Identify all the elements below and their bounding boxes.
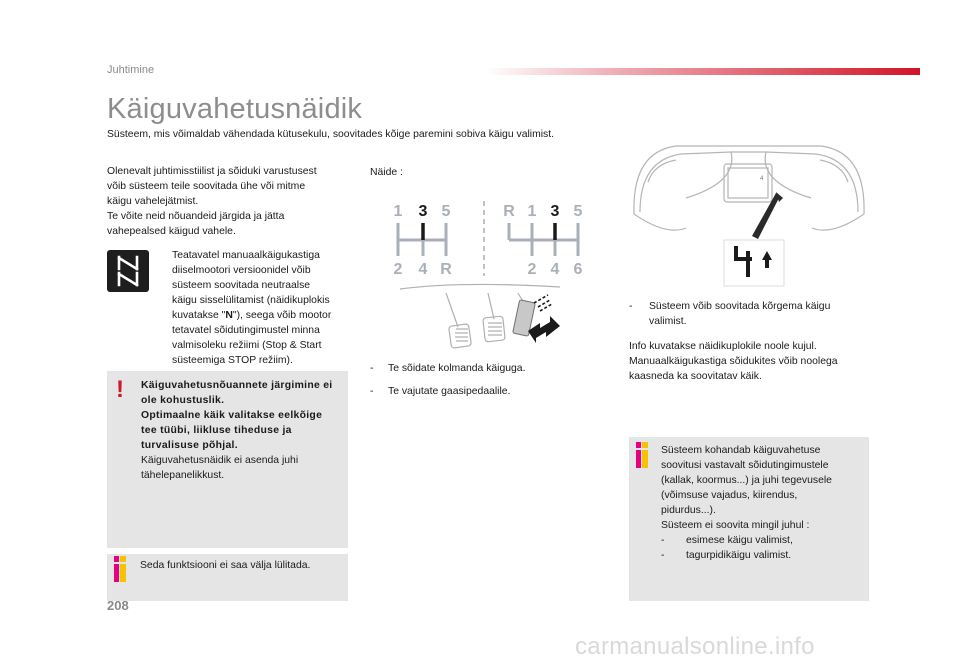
cluster-mini-gear: 4 — [760, 176, 764, 182]
example-label: Näide : — [370, 167, 403, 178]
intro-paragraph — [107, 164, 347, 239]
header-accent-bar — [485, 68, 920, 75]
page-subtitle: Süsteem, mis võimaldab vähendada kütusekulu, soovitades kõige paremini sobiva käigu valimist. — [107, 129, 555, 140]
bullet-text: Te sõidate kolmanda käiguga. — [388, 363, 526, 374]
intro-line: võib süsteem teile soovitada ühe või mitme — [107, 181, 306, 192]
info-text-left: Seda funktsiooni ei saa välja lülitada. — [140, 560, 311, 571]
neutral-line: süsteem soovitada neutraalse — [172, 280, 311, 291]
intro-line: vahepealsed käigud vahele. — [107, 226, 236, 237]
neutral-line: tetavatel sõidutingimustel minna — [172, 325, 320, 336]
intro-line: Te võite neid nõuandeid järgida ja jätta — [107, 211, 285, 222]
warning-bold-line: ole kohustuslik. — [141, 395, 225, 406]
exclamation-icon: ! — [116, 376, 124, 403]
list-item: - Süsteem võib soovitada kõrgema käigu valimist. — [629, 299, 869, 329]
info-line: Süsteem ei soovita mingil juhul : — [661, 520, 810, 531]
warning-bold-line: turvalisuse põhjal. — [141, 440, 238, 451]
neutral-note — [172, 248, 350, 368]
pedals-illustration — [400, 283, 560, 351]
watermark: carmanualsonline.info — [575, 633, 815, 660]
right-paragraph — [629, 339, 869, 384]
intro-line: käigu vahelejätmist. — [107, 196, 199, 207]
neutral-gear-icon — [107, 250, 149, 292]
bullet-text: Te vajutate gaasipedaalile. — [388, 386, 511, 397]
list-item: - Te vajutate gaasipedaalile. — [370, 386, 511, 397]
page-title: Käiguvahetusnäidik — [107, 93, 363, 125]
bullet-text: esimese käigu valimist, — [686, 535, 793, 546]
gear-label: R — [503, 203, 515, 220]
list-item: - esimese käigu valimist, — [661, 535, 793, 546]
list-item: - tagurpidikäigu valimist. — [661, 550, 792, 561]
info-line: soovitusi vastavalt sõidutingimustele — [661, 460, 829, 471]
gear-label: 5 — [573, 203, 583, 220]
info-icon — [114, 556, 132, 587]
info-line: (kallak, koormus...) ja juhi tegevusele — [661, 475, 832, 486]
info-line: pidurdus...). — [661, 505, 716, 516]
gearbox-diagram — [388, 196, 603, 281]
info-line: (võimsuse vajadus, kiirendus, — [661, 490, 798, 501]
neutral-line: diiselmootori versioonidel võib — [172, 265, 311, 276]
right-bullet — [629, 299, 869, 329]
gear-label: 1 — [393, 203, 403, 220]
para-line: Manuaalkäigukastiga sõidukites võib noolega — [629, 356, 838, 367]
gear-label: R — [440, 261, 452, 278]
page-number: 208 — [107, 598, 129, 613]
warning-text — [141, 378, 343, 483]
para-line: kaasneda ka soovitatav käik. — [629, 371, 762, 382]
gear-label: 2 — [393, 261, 403, 278]
example-bullets — [370, 361, 590, 407]
gear-label-active: 3 — [550, 203, 560, 220]
gear-label: 5 — [441, 203, 451, 220]
bullet-text: Süsteem võib soovitada kõrgema käigu — [649, 301, 831, 312]
info-line: Süsteem kohandab käiguvahetuse — [661, 445, 821, 456]
neutral-line: süsteemiga STOP režiim). — [172, 355, 293, 366]
info-icon — [636, 442, 654, 473]
gear-label-active: 3 — [418, 203, 428, 220]
warning-bold-line: tee tüübi, liikluse tiheduse ja — [141, 425, 292, 436]
section-label: Juhtimine — [107, 64, 155, 76]
gear-label: 4 — [550, 261, 560, 278]
para-line: Info kuvatakse näidikuplokile noole kujul. — [629, 341, 817, 352]
gear-label: 1 — [527, 203, 537, 220]
instrument-cluster-illustration — [626, 142, 871, 290]
neutral-text: "), seega võib mootor — [232, 310, 332, 321]
warning-line: Käiguvahetusnäidik ei asenda juhi — [141, 455, 299, 466]
list-item: - Te sõidate kolmanda käiguga. — [370, 363, 526, 374]
neutral-line: valmisoleku režiimi (Stop & Start — [172, 340, 322, 351]
intro-line: Olenevalt juhtimisstiilist ja sõiduki varustusest — [107, 166, 317, 177]
neutral-line: Teatavatel manuaalkäigukastiga — [172, 250, 320, 261]
neutral-letter: N — [225, 310, 233, 321]
gear-label: 4 — [418, 261, 428, 278]
bullet-text: valimist. — [649, 316, 687, 327]
gear-label: 2 — [527, 261, 537, 278]
warning-bold-line: Käiguvahetusnõuannete järgimine ei — [141, 380, 333, 391]
neutral-text: kuvatakse " — [172, 310, 226, 321]
gear-label: 6 — [573, 261, 583, 278]
info-text-right — [661, 443, 861, 563]
warning-bold-line: Optimaalne käik valitakse eelkõige — [141, 410, 323, 421]
warning-line: tähelepanelikkust. — [141, 470, 225, 481]
bullet-text: tagurpidikäigu valimist. — [686, 550, 792, 561]
neutral-line-mixed — [172, 308, 350, 323]
neutral-line: käigu sisselülitamist (näidikuplokis — [172, 295, 330, 306]
